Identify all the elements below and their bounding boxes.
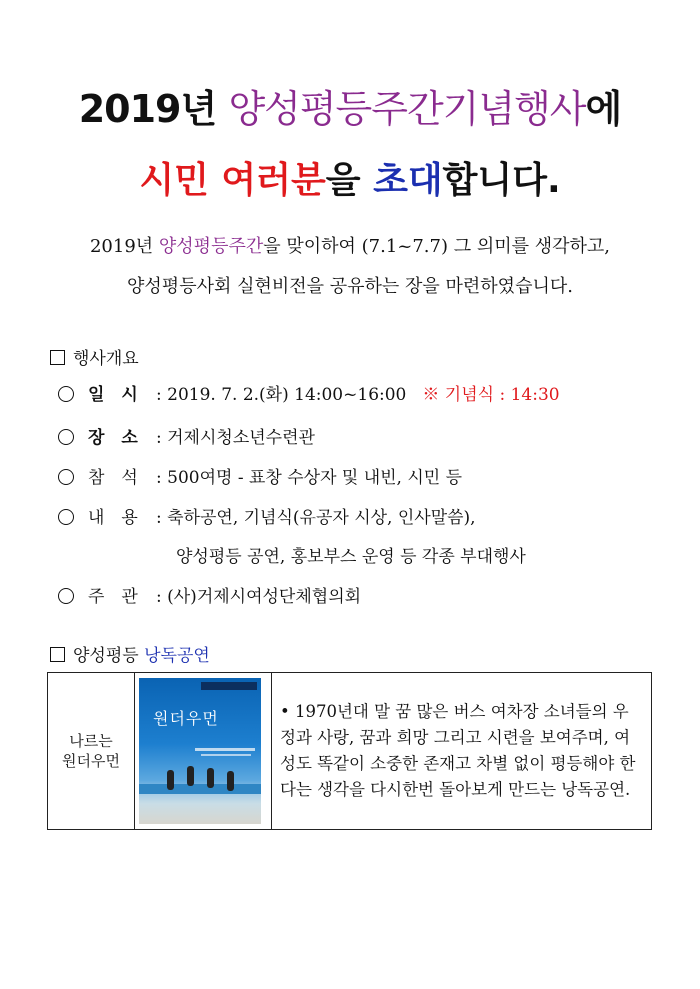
bullet-circle-icon: [58, 588, 74, 604]
overview-heading: [50, 344, 139, 369]
performance-heading: [50, 641, 210, 666]
intro-line-1: [0, 232, 700, 258]
performance-heading-text: 양성평등: [73, 646, 145, 666]
poster-figure: [167, 770, 174, 790]
poster-sea: [139, 784, 261, 794]
row-value: : (사)거제시여성단체협의회: [156, 587, 362, 607]
performance-poster: [139, 678, 261, 824]
bullet-circle-icon: [58, 386, 74, 402]
row-label: 참 석: [88, 468, 138, 488]
title-year: 2019년: [78, 87, 229, 131]
overview-row-datetime: [58, 380, 560, 405]
row-value: : 거제시청소년수련관: [156, 428, 315, 448]
poster-title: 원더우먼: [153, 709, 219, 728]
overview-row-attendance: [58, 463, 462, 488]
poster-info-line: [195, 748, 255, 751]
overview-row-organizer: [58, 582, 361, 607]
main-title: [0, 78, 700, 133]
intro-line-1-rest: 을 맞이하여 (7.1~7.7) 그 의미를 생각하고,: [263, 236, 610, 257]
bullet-circle-icon: [58, 509, 74, 525]
intro-line-2: 양성평등사회 실현비전을 공유하는 장을 마련하였습니다.: [127, 276, 573, 297]
row-value: : 축하공연, 기념식(유공자 시상, 인사말씀),: [156, 508, 476, 528]
poster-figure: [227, 771, 234, 791]
poster-figure: [207, 768, 214, 788]
overview-heading-text: 행사개요: [73, 349, 139, 369]
overview-row-content-cont: 양성평등 공연, 홍보부스 운영 등 각종 부대행사: [176, 547, 526, 567]
performance-title: [48, 673, 135, 830]
bullet-circle-icon: [58, 429, 74, 445]
row-value: : 500여명 - 표창 수상자 및 내빈, 시민 등: [156, 468, 463, 488]
overview-row-content: [58, 503, 476, 528]
row-value: : 2019. 7. 2.(화) 14:00~16:00: [156, 385, 407, 405]
row-label: 내 용: [88, 508, 138, 528]
performance-description: • 1970년대 말 꿈 많은 버스 여차장 소녀들의 우정과 사랑, 꿈과 희망 그리고 시련을 보여주며, 여성도 똑같이 소중한 존재고 차별 없이 평등해야 한다는 생각을 다시한번 돌아보게 만드는 낭독공연.: [272, 673, 652, 830]
row-label: 일 시: [88, 385, 138, 405]
overview-row-venue: [58, 423, 315, 448]
performance-title-text: 나르는 원더우먼: [62, 732, 120, 770]
intro-year: 2019년: [89, 236, 159, 257]
poster-figure: [187, 766, 194, 786]
poster-banner: [201, 682, 257, 690]
row-label: 장 소: [88, 428, 138, 448]
title-suffix: 에: [585, 87, 622, 131]
intro-week: 양성평등주간: [158, 236, 264, 257]
poster-info-line: [201, 754, 251, 756]
poster-cell: [135, 673, 272, 830]
invitation-suffix: 합니다.: [442, 160, 561, 201]
checkbox-square-icon: [50, 647, 65, 662]
bullet-circle-icon: [58, 469, 74, 485]
table-row: [48, 673, 652, 830]
row-label: 주 관: [88, 587, 138, 607]
invitation-particle: 을: [325, 160, 374, 201]
checkbox-square-icon: [50, 350, 65, 365]
invitation-citizens: 시민 여러분: [139, 160, 326, 201]
performance-heading-accent: 낭독공연: [144, 646, 210, 666]
performance-table: [47, 672, 652, 830]
invitation-title: [0, 152, 700, 203]
ceremony-note: ※ 기념식 : 14:30: [422, 385, 560, 405]
invitation-invite: 초대: [373, 160, 443, 201]
title-event-name: 양성평등주간기념행사: [228, 87, 586, 131]
